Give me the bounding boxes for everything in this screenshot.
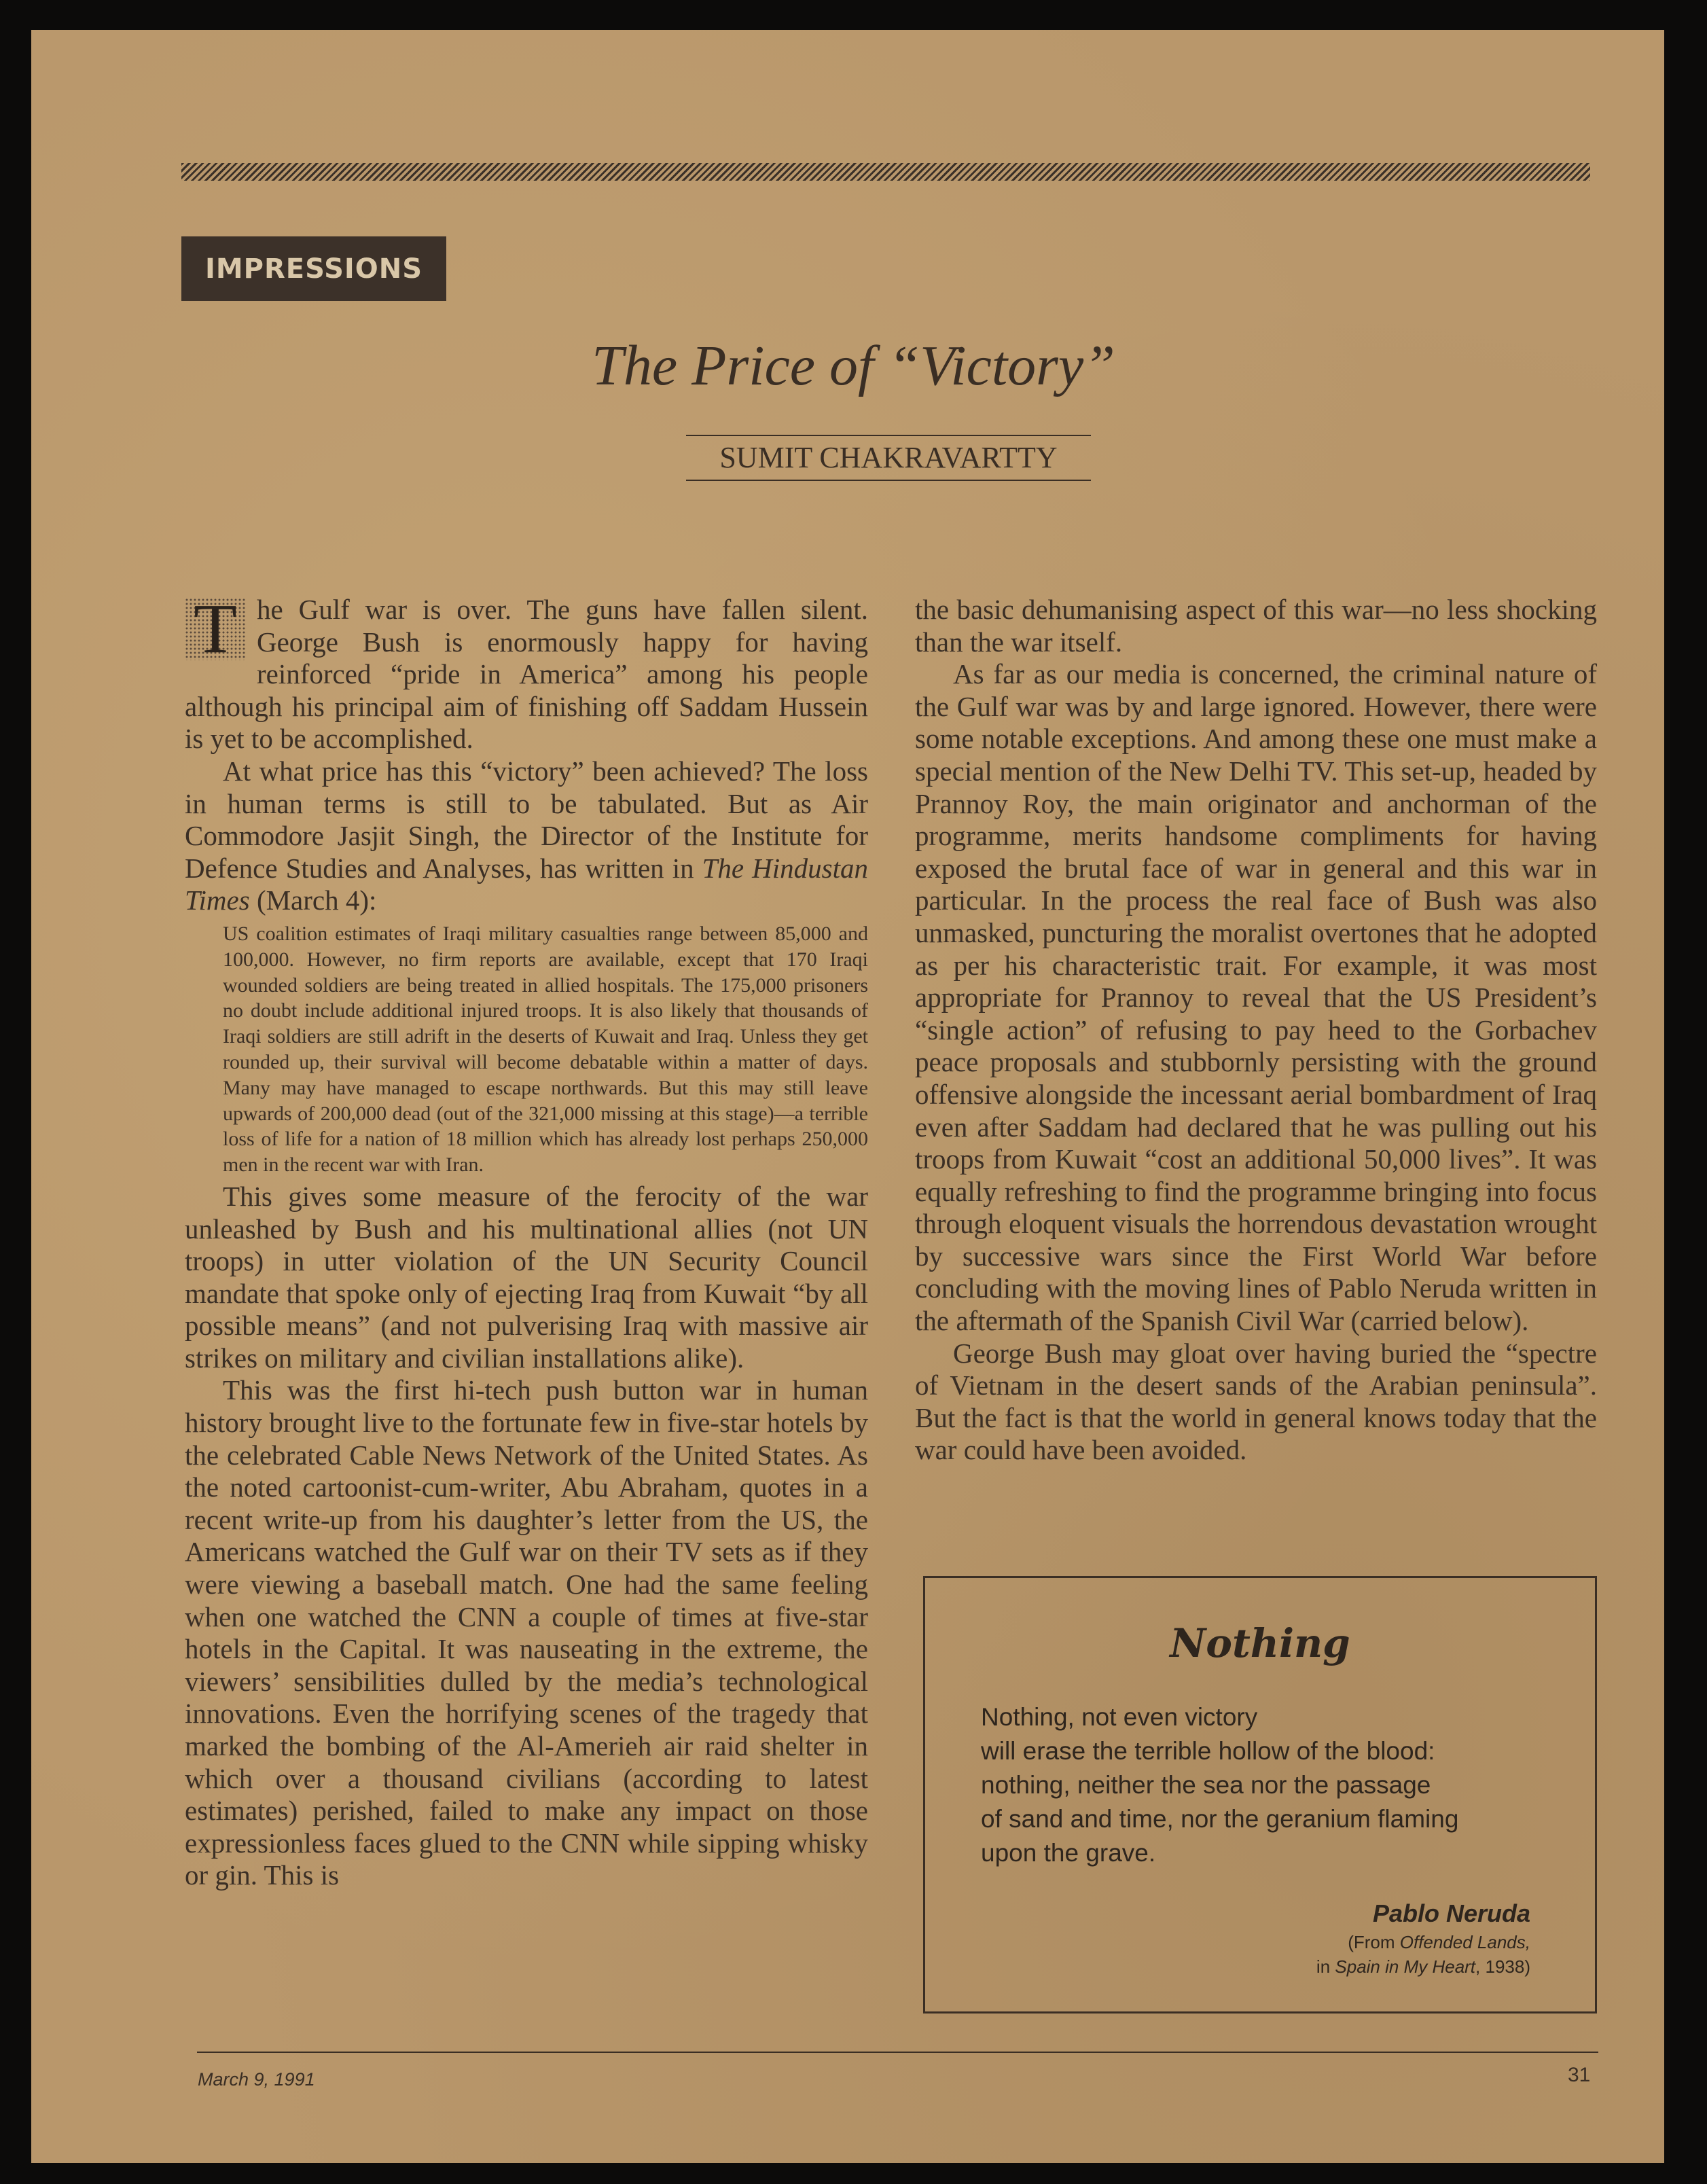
paragraph: This was the first hi-tech push button war in human history brought live to the fortunate few in five-star hotels by the celebrated Cable News Network of the United States. As the noted cartoonist-cum-writer, Abu Abraham, quotes in a recent write-up from his daughter’s letter from the US, the Americans watched the Gulf war on their TV sets as if they were viewing a baseball match. One had the same feeling when one watched the CNN a couple of times at five-star hotels in the Capital. It was nauseating in the extreme, the viewers’ sensibilities dulled by the media’s technological innovations. Even the horrifying scenes of the tragedy that marked the bombing of the Al-Amerieh air raid shelter in which over a thousand civilians (according to latest estimates) perished, failed to make any impact on those expressionless faces glued to the CNN while sipping whisky or gin. This is [185, 1374, 868, 1891]
paragraph [185, 755, 868, 917]
poem-line: Nothing, not even victory [981, 1703, 1258, 1731]
source-year: , 1938) [1475, 1956, 1530, 1977]
paragraph: As far as our media is concerned, the criminal nature of the Gulf war was by and large ignored. However, there were some notable exceptions. And among these one must make a special mention of the New Delhi TV. This set-up, headed by Prannoy Roy, the main originator and anchorman of the programme, merits handsome compliments for having exposed the brutal face of war in general and this war in particular. In the process the real face of Bush was also unmasked, puncturing the moralist overtones that he adopted as per his characteristic trait. For example, it was most appropriate for Prannoy to reveal that the US President’s “single action” of refusing to pay heed to the Gorbachev peace proposals and stubbornly persisting with the ground offensive alongside the incessant aerial bombardment of Iraq even after Saddam had declared that he was pulling out his troops from Kuwait “cost an additional 50,000 lives”. It was equally refreshing to find the programme bringing into focus through eloquent visuals the horrendous devastation wrought by successive wars since the First World War before concluding with the moving lines of Pablo Neruda written in the aftermath of the Spanish Civil War (carried below). [915, 658, 1597, 1337]
source-title: The Hindustan Times [185, 852, 868, 916]
paragraph-text: he Gulf war is over. The guns have fallen silent. George Bush is enormously happy for having reinforced “pride in America” among his people although his principal aim of finishing off Saddam Hussein is yet to be accomplished. [185, 594, 868, 755]
poem-source-book [1316, 1954, 1530, 1979]
page-number: 31 [1568, 2064, 1591, 2086]
header-hatch-rule [181, 163, 1590, 181]
paragraph-text: (March 4): [249, 884, 377, 916]
article-title: The Price of “Victory” [592, 334, 1115, 397]
paragraph-text: At what price has this “victory” been achieved? The loss in human terms is still to be tabulated. But as Air Commodore Jasjit Singh, the Director of the Institute for Defence Studies and Analyses, has written in [185, 755, 868, 884]
paragraph: George Bush may gloat over having buried the “spectre of Vietnam in the desert sands of the Arabian peninsula”. But the fact is that the world in general knows today that the war could have been avoided. [915, 1337, 1597, 1466]
poem-line: of sand and time, nor the geranium flaming [981, 1805, 1459, 1833]
source-text: (From [1348, 1932, 1400, 1952]
left-column [185, 590, 868, 1892]
block-quote: US coalition estimates of Iraqi military casualties range between 85,000 and 100,000. However, no firm reports are available, except that 170 Iraqi wounded soldiers are being treated in allied hospitals. The 175,000 prisoners no doubt include additional injured troops. It is also likely that thousands of Iraqi soldiers are still adrift in the deserts of Kuwait and Iraq. Unless they get rounded up, their survival will become debatable within a matter of days. Many may have managed to escape northwards. But this may still leave upwards of 200,000 dead (out of the 321,000 missing at this stage)—a terrible loss of life for a nation of 18 million which has already lost perhaps 250,000 men in the recent war with Iran. [223, 922, 868, 1177]
poem-line: nothing, neither the sea nor the passage [981, 1771, 1431, 1799]
footer-rule [197, 2052, 1598, 2053]
poem-line: upon the grave. [981, 1839, 1156, 1867]
source-book: Spain in My Heart [1335, 1956, 1476, 1977]
right-column [915, 594, 1597, 1467]
poem-title: Nothing [1170, 1620, 1350, 1666]
source-work: Offended Lands, [1399, 1932, 1530, 1952]
poet-name: Pablo Neruda [1372, 1899, 1530, 1927]
paragraph [185, 590, 868, 755]
poem-attribution [1316, 1897, 1530, 1979]
poem-text [981, 1700, 1458, 1870]
poem-line: will erase the terrible hollow of the blood: [981, 1737, 1435, 1765]
poem-source [1316, 1930, 1530, 1954]
issue-date: March 9, 1991 [198, 2069, 315, 2090]
source-text: in [1316, 1956, 1335, 1977]
drop-cap: T [185, 598, 246, 660]
section-label: IMPRESSIONS [181, 236, 446, 301]
paragraph: This gives some measure of the ferocity of the war unleashed by Bush and his multinational allies (not UN troops) in utter violation of the UN Security Council mandate that spoke only of ejecting Iraq from Kuwait “by all possible means” (and not pulverising Iraq with massive air strikes on military and civilian installations alike). [185, 1180, 868, 1374]
paragraph: the basic dehumanising aspect of this war—no less shocking than the war itself. [915, 594, 1597, 658]
byline: SUMIT CHAKRAVARTTY [686, 435, 1091, 481]
poem-box [923, 1576, 1597, 2013]
